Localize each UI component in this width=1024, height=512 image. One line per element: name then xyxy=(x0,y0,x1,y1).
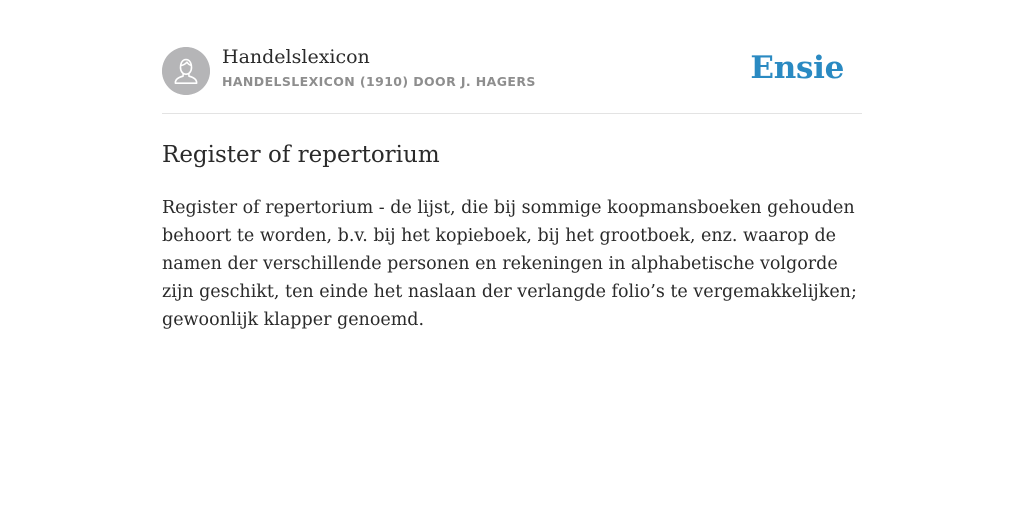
entry-definition: Register of repertorium - de lijst, die bij sommige koopmansboeken gehouden behoort te worden, b.v. bij het kopieboek, bij het grootboek, enz. waarop de namen der verschillende personen en rekeningen in alphabetische volgorde zijn geschikt, ten einde het naslaan der verlangde folio’s te vergemakkelijken; gewoonlijk klapper genoemd. xyxy=(162,198,857,330)
source-name-link[interactable]: Handelslexicon xyxy=(222,46,370,68)
ensie-logo-link[interactable]: Ensie xyxy=(750,50,844,86)
entry-title: Register of repertorium xyxy=(162,142,440,168)
source-info xyxy=(222,45,536,90)
user-silhouette-icon xyxy=(162,47,210,95)
source-subtitle: HANDELSLEXICON (1910) DOOR J. HAGERS xyxy=(222,74,536,89)
entry-header xyxy=(162,0,862,114)
source-avatar-icon[interactable] xyxy=(162,47,210,95)
page-container xyxy=(162,0,862,334)
